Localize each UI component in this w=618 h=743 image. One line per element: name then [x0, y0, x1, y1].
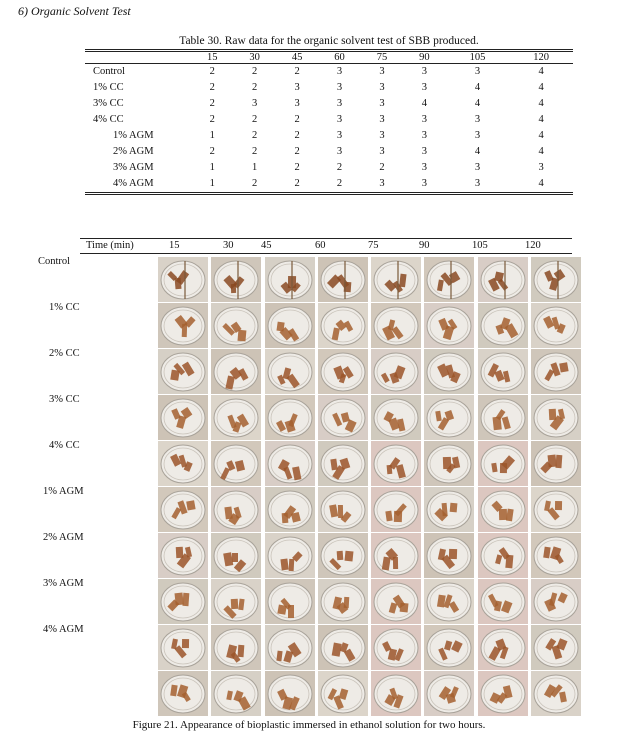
bioplastic-photo — [424, 533, 474, 578]
table-cell: 3 — [474, 130, 481, 141]
table-row — [85, 96, 573, 112]
table-cell: 4 — [538, 98, 544, 109]
table-cell: 2 — [379, 162, 385, 173]
row-label-2-agm: 2% AGM — [43, 532, 84, 543]
row-label-1-cc: 1% CC — [49, 302, 80, 313]
table-row-label: 1% CC — [93, 82, 124, 93]
row-label-1-agm: 1% AGM — [43, 486, 84, 497]
row-label-2-cc: 2% CC — [49, 348, 80, 359]
bioplastic-photo — [531, 533, 581, 578]
bioplastic-photo — [318, 625, 368, 670]
figure-header-rule-bottom — [80, 253, 572, 254]
table-cell: 3 — [379, 178, 385, 189]
table-cell: 1 — [209, 178, 215, 189]
bioplastic-photo — [371, 303, 421, 348]
table-cell: 2 — [294, 178, 300, 189]
bioplastic-photo — [158, 257, 208, 302]
table-cell: 3 — [474, 114, 481, 125]
table-cell: 2 — [252, 178, 258, 189]
table-caption: Table 30. Raw data for the organic solvent test of SBB produced. — [179, 35, 479, 47]
table-row — [85, 64, 573, 81]
bioplastic-photo — [318, 257, 368, 302]
bioplastic-photo — [265, 533, 315, 578]
row-label-4-cc: 4% CC — [49, 440, 80, 451]
table-cell: 2 — [336, 162, 343, 173]
bioplastic-photo — [371, 349, 421, 394]
bioplastic-photo — [211, 257, 261, 302]
table-row-label: 3% CC — [93, 98, 124, 109]
bioplastic-photo — [211, 349, 261, 394]
table-row-label: 4% CC — [93, 114, 124, 125]
figure-time-105: 105 — [472, 240, 488, 251]
table-header-cell: 120 — [533, 52, 550, 63]
bioplastic-photo — [371, 671, 421, 716]
figure-header-rule-top — [80, 238, 572, 239]
table-cell: 1 — [209, 162, 215, 173]
bioplastic-photo — [158, 487, 208, 532]
table-cell: 4 — [538, 146, 544, 157]
bioplastic-photo — [158, 441, 208, 486]
bioplastic-photo — [531, 349, 581, 394]
bioplastic-photo — [424, 579, 474, 624]
table-row-label: 1% AGM — [113, 130, 154, 141]
table-cell: 3 — [379, 114, 385, 125]
bioplastic-photo — [424, 349, 474, 394]
table-cell: 3 — [252, 98, 258, 109]
bioplastic-photo — [318, 579, 368, 624]
bioplastic-photo — [424, 487, 474, 532]
table-cell: 2 — [209, 98, 215, 109]
bioplastic-photo — [478, 625, 528, 670]
bioplastic-photo — [478, 579, 528, 624]
bioplastic-photo — [478, 533, 528, 578]
row-label-3-cc: 3% CC — [49, 394, 80, 405]
bioplastic-photo — [478, 487, 528, 532]
bioplastic-photo — [424, 303, 474, 348]
bioplastic-photo — [158, 625, 208, 670]
bioplastic-photo — [371, 395, 421, 440]
table-cell: 3 — [421, 162, 428, 173]
table-header-cell: 60 — [334, 52, 345, 63]
table-cell: 3 — [336, 114, 343, 125]
bioplastic-photo — [211, 533, 261, 578]
bioplastic-photo — [371, 625, 421, 670]
table-cell: 3 — [538, 162, 544, 173]
table-cell: 2 — [252, 114, 258, 125]
table-row — [85, 144, 573, 160]
bioplastic-photo — [318, 533, 368, 578]
bioplastic-photo — [158, 579, 208, 624]
table-body — [85, 64, 573, 194]
bioplastic-photo — [158, 349, 208, 394]
bioplastic-photo — [318, 487, 368, 532]
table-cell: 3 — [294, 98, 300, 109]
row-label-4-agm: 4% AGM — [43, 624, 84, 635]
table-cell: 4 — [421, 98, 428, 109]
bioplastic-photo — [265, 303, 315, 348]
table-cell: 2 — [209, 66, 215, 77]
table-cell: 4 — [474, 82, 481, 93]
table-cell: 1 — [209, 130, 215, 141]
table-cell: 3 — [379, 98, 385, 109]
figure-time-90: 90 — [419, 240, 430, 251]
bioplastic-photo — [424, 671, 474, 716]
bioplastic-photo — [371, 579, 421, 624]
table-cell: 3 — [336, 82, 343, 93]
raw-data-table — [85, 49, 573, 195]
table-row-label: Control — [93, 66, 126, 77]
bioplastic-photo — [318, 349, 368, 394]
bioplastic-photo — [211, 625, 261, 670]
table-cell: 3 — [421, 114, 428, 125]
table-header-cell: 105 — [469, 52, 486, 63]
bioplastic-photo — [478, 671, 528, 716]
bioplastic-photo — [478, 395, 528, 440]
table-cell: 2 — [252, 66, 258, 77]
table-cell: 2 — [336, 178, 343, 189]
bioplastic-photo — [318, 671, 368, 716]
bioplastic-photo — [158, 395, 208, 440]
bioplastic-photo — [424, 441, 474, 486]
bioplastic-photo-grid — [158, 257, 581, 716]
table-row — [85, 176, 573, 194]
table-cell: 3 — [474, 66, 481, 77]
figure-time-15: 15 — [169, 240, 180, 251]
figure-time-45: 45 — [261, 240, 272, 251]
table-header-cell: 30 — [249, 52, 260, 63]
table-header-cell: 15 — [206, 52, 218, 63]
bioplastic-photo — [265, 441, 315, 486]
bioplastic-photo — [265, 625, 315, 670]
bioplastic-photo — [531, 487, 581, 532]
table-cell: 3 — [421, 146, 428, 157]
bioplastic-photo — [158, 671, 208, 716]
table-header-blank — [85, 51, 191, 64]
table-cell: 3 — [336, 66, 343, 77]
bioplastic-photo — [371, 487, 421, 532]
figure-time-120: 120 — [525, 240, 541, 251]
table-header-cell: 75 — [376, 52, 388, 63]
table-cell: 2 — [252, 146, 258, 157]
table-cell: 3 — [336, 130, 343, 141]
table-cell: 2 — [294, 162, 300, 173]
table-cell: 4 — [474, 98, 481, 109]
table-cell: 3 — [379, 66, 385, 77]
bioplastic-photo — [424, 257, 474, 302]
table-row — [85, 112, 573, 128]
bioplastic-photo — [158, 533, 208, 578]
bioplastic-photo — [531, 257, 581, 302]
bioplastic-photo — [265, 671, 315, 716]
table-row — [85, 160, 573, 176]
bioplastic-photo — [265, 395, 315, 440]
bioplastic-photo — [478, 257, 528, 302]
table-cell: 2 — [294, 146, 300, 157]
bioplastic-photo — [265, 257, 315, 302]
bioplastic-photo — [318, 303, 368, 348]
table-row — [85, 128, 573, 144]
figure-time-75: 75 — [368, 240, 379, 251]
table-cell: 2 — [294, 114, 300, 125]
table-row-label: 2% AGM — [113, 146, 154, 157]
bioplastic-photo — [265, 579, 315, 624]
figure-time-30: 30 — [223, 240, 234, 251]
table-cell: 1 — [252, 162, 258, 173]
bioplastic-photo — [531, 625, 581, 670]
bioplastic-photo — [371, 257, 421, 302]
table-cell: 2 — [252, 130, 258, 141]
bioplastic-photo — [318, 441, 368, 486]
bioplastic-photo — [531, 579, 581, 624]
table-cell: 3 — [379, 82, 385, 93]
bioplastic-photo — [265, 487, 315, 532]
table-row — [85, 80, 573, 96]
table-cell: 2 — [294, 130, 300, 141]
row-label-control: Control — [38, 256, 71, 267]
table-cell: 3 — [294, 82, 300, 93]
bioplastic-photo — [478, 349, 528, 394]
bioplastic-photo — [371, 533, 421, 578]
bioplastic-photo — [531, 303, 581, 348]
table-cell: 3 — [421, 82, 428, 93]
table-cell: 3 — [474, 162, 481, 173]
table-header-row — [85, 51, 573, 64]
bioplastic-photo — [211, 395, 261, 440]
table-cell: 2 — [209, 82, 215, 93]
section-heading: 6) Organic Solvent Test — [18, 4, 131, 18]
bioplastic-photo — [265, 349, 315, 394]
bioplastic-photo — [318, 395, 368, 440]
bioplastic-photo — [531, 671, 581, 716]
table-cell: 3 — [379, 130, 385, 141]
table-row-label: 3% AGM — [113, 162, 154, 173]
table-cell: 3 — [474, 178, 481, 189]
table-cell: 4 — [538, 114, 544, 125]
table-cell: 3 — [336, 98, 343, 109]
figure-caption: Figure 21. Appearance of bioplastic immersed in ethanol solution for two hours. — [132, 719, 486, 731]
bioplastic-photo — [531, 395, 581, 440]
table-cell: 4 — [538, 66, 544, 77]
table-cell: 3 — [421, 178, 428, 189]
table-cell: 4 — [538, 178, 544, 189]
figure-time-60: 60 — [315, 240, 326, 251]
table-cell: 3 — [421, 66, 428, 77]
bioplastic-photo — [158, 303, 208, 348]
bioplastic-photo — [211, 441, 261, 486]
table-header-cell: 90 — [419, 52, 430, 63]
table-cell: 4 — [538, 130, 544, 141]
bioplastic-photo — [211, 487, 261, 532]
table-cell: 2 — [209, 146, 215, 157]
table-cell: 4 — [538, 82, 544, 93]
bioplastic-photo — [211, 579, 261, 624]
bioplastic-photo — [531, 441, 581, 486]
bioplastic-photo — [211, 671, 261, 716]
table-cell: 2 — [294, 66, 300, 77]
table-header-cell: 45 — [291, 52, 303, 63]
figure-time-label: Time (min) — [86, 240, 134, 251]
bioplastic-photo — [424, 395, 474, 440]
table-cell: 2 — [209, 114, 215, 125]
table-cell: 3 — [421, 130, 428, 141]
bioplastic-photo — [371, 441, 421, 486]
bioplastic-photo — [424, 625, 474, 670]
table-cell: 2 — [252, 82, 258, 93]
bioplastic-photo — [478, 441, 528, 486]
table-row-label: 4% AGM — [113, 178, 154, 189]
table-cell: 3 — [379, 146, 385, 157]
row-label-3-agm: 3% AGM — [43, 578, 84, 589]
table-cell: 3 — [336, 146, 343, 157]
bioplastic-photo — [478, 303, 528, 348]
table-cell: 4 — [474, 146, 481, 157]
bioplastic-photo — [211, 303, 261, 348]
